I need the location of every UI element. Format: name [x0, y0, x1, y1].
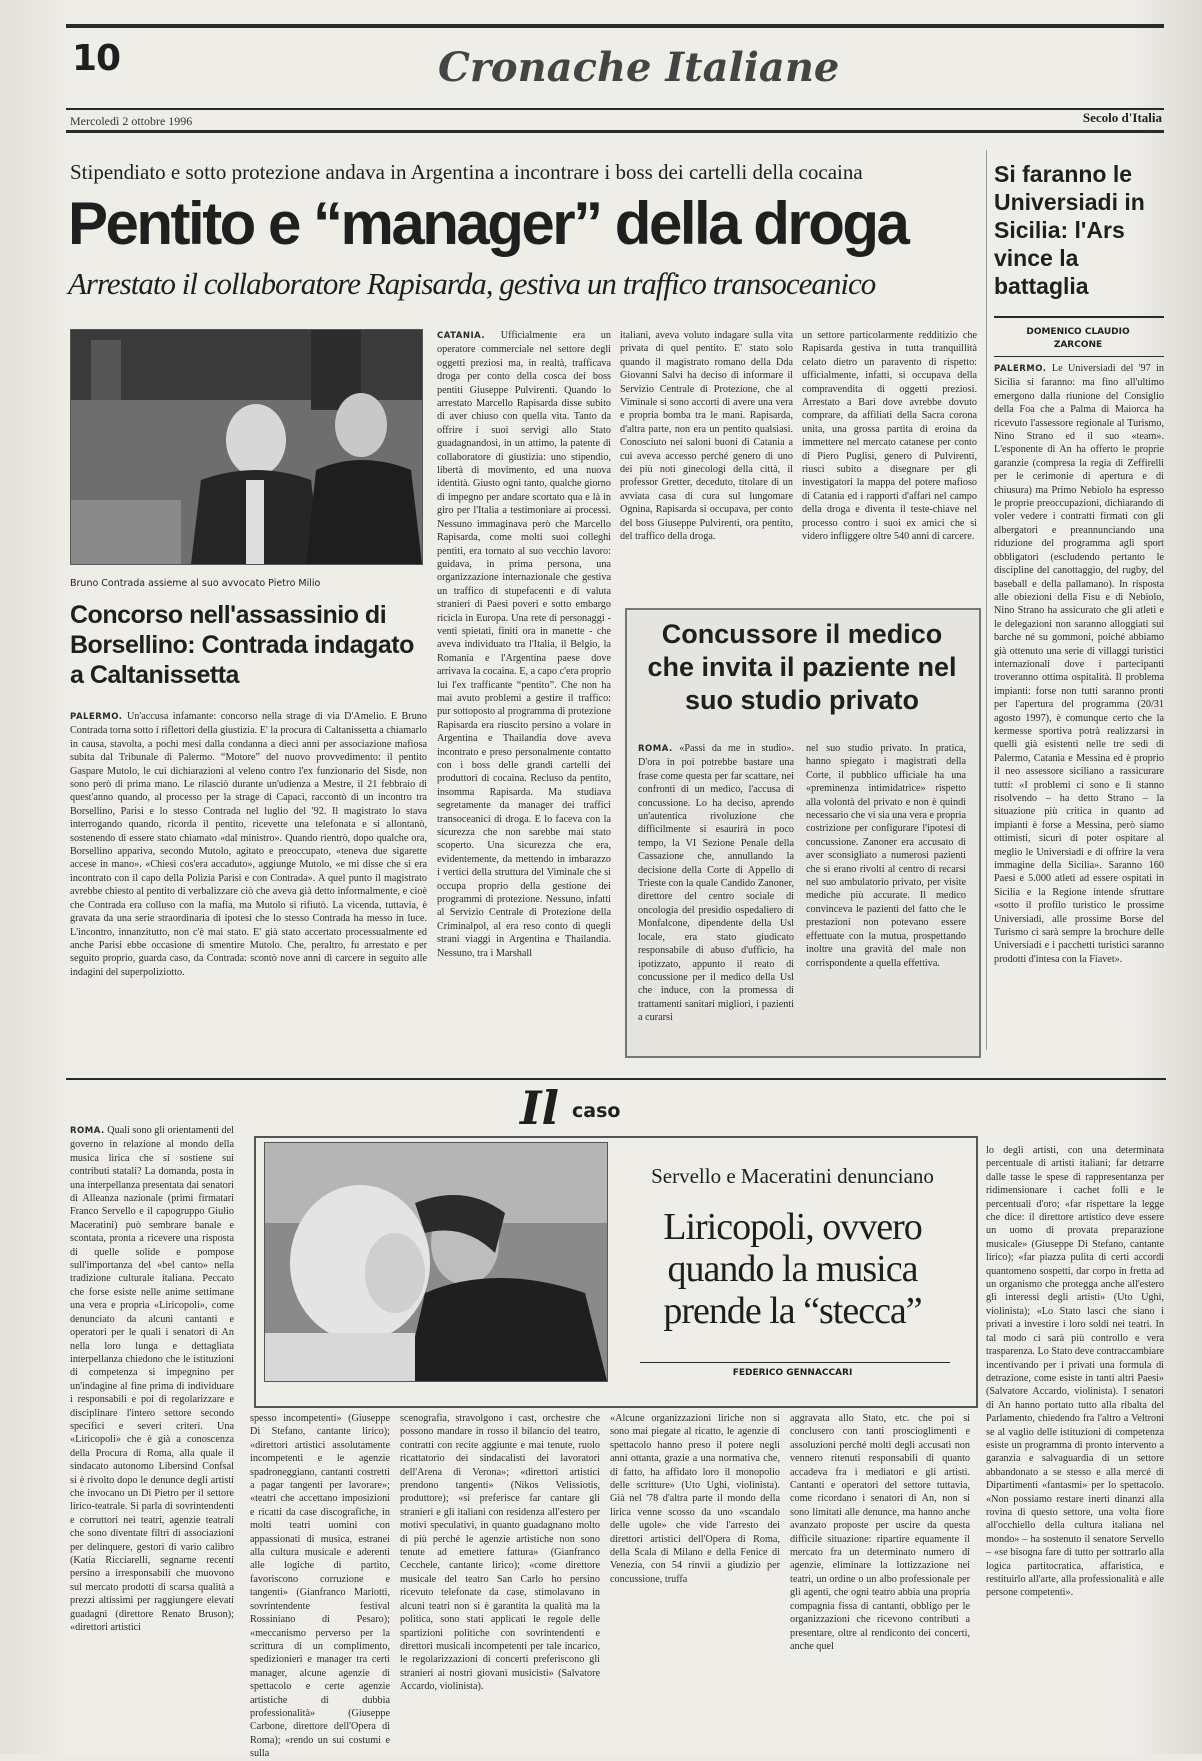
photo-contrada-image — [71, 330, 422, 564]
universiadi-headline: Si faranno le Universiadi in Sicilia: l'Ars vince la battaglia — [994, 161, 1145, 299]
universiadi-dateline: PALERMO. — [994, 364, 1047, 374]
lead-text-1: Ufficialmente era un operatore commerciale nel settore degli oggetti preziosi ma, in realtà, trafficava droga per conto della cosca dei boss pentiti Giuseppe Pulvirenti. Quando lo arrestato Marcello Rapisarda disse subito di aver chiuso con quella vita. Tanto da offrire i suoi servigi allo Stato guadagnandosi, in un attimo, la patente di collaboratore di giustizia: uno stipendio, libertà di movimento, ed una nuova identità. Giusto ogni tanto, qualche giorno di impegno per andare scortato qua e là in giro per l'Italia a testimoniare ai processi. Nessuno immaginava però che Marcello Rapisarda, come molti suoi colleghi pentiti, era tornato al suo vecchio lavoro: guidava, in prima persona, una organizzazione internazionale che gestiva un traffico di stupefacenti e di valuta stranieri di Paesi poveri e sotto embargo ricicla in Europa. Una rete di personaggi - venti spietati, finiti ora in manette - che aveva individuato tra l'Italia, il Belgio, la Romania e l'Argentina paese dove arrivava la cocaina. E, a capo c'era proprio lui l'ex trafficante “pentito”. Che non ha mai avuto problemi a gestire il traffico: pur sottoposto al programma di protezione Rapisarda era riuscito persino a volare in Argentina e Thailandia dove aveva incontrato e preso personalmente contatto con i boss delle grandi cartelli dei produttori di cocaina. Recluso da pentito, insomma Rapisarda. Ma studiava segretamente da manager dei traffici transoceanici di droga. E lo faceva con la sicurezza che non sarebbe mai stato scoperto. Una sicurezza che era, evidentemente, da mettendo in imbarazzo i vertici della struttura del Viminale che si occupa proprio della gestione dei programmi di protezione. Nessuno, infatti al Servizio Centrale di Protezione della Criminalpol, al era reso conto di quegli strani viaggi in Argentina e Thailandia. Nessuno, tra i Marshall — [437, 330, 611, 959]
caso-logo-letter: Il — [520, 1081, 559, 1135]
universiadi-byline-rule — [994, 356, 1164, 357]
concussore-text-2: nel suo studio privato. In pratica, hanno spiegato i magistrati della Corte, il pubblico ufficiale ha una «preminenza intimidatrice» rispetto alla volontà del privato e non è quindi necessario che vi sia una vera e propria costrizione per configurare l'ipotesi di concussione. Zanoner era accusato di aver sconsigliato a numerosi pazienti che si erano rivolti al centro di recarsi nel suo ambulatorio privato, per visite mediche più accurate. Il medico convinceva le pazienti del fatto che le prestazioni non potevano essere effettuate con la mutua, prospettando inoltre una gravità del male non corrispondente a quella effettiva. — [806, 743, 966, 969]
caso-column-1 — [70, 1124, 234, 1724]
photo-contrada-caption: Bruno Contrada assieme al suo avvocato Pietro Milio — [70, 578, 321, 589]
caso-text-2: spesso incompetenti» (Giuseppe Di Stefano, cantante lirico); «direttori artistici assolutamente incompetenti e le agenzie spadroneggiano, cantanti costretti a pagar tangenti per lavorare»; «teatri che accettano imposizioni e ricatti da case discografiche, in molti teatri uomini con appassionati di musica, estranei alla cultura musicale e aderenti alle logiche di partito, favoriscono corruzione e tangenti» (Gianfranco Mariotti, sovrintendente festival Rossiniano di Pesaro); «meccanismo perverso per la scrittura di un complimento, spedizionieri e manager tra certi manager, alcune agenzie di spettacolo e certe agenzie artistiche di dubbia professionalità» (Giuseppe Carbone, direttore dell'Opera di Roma); «rendo un sui costumi e sulla — [250, 1413, 390, 1760]
caso-text-6: lo degli artisti, con una determinata percentuale di artisti italiani; far detrarre dalle tasse le spese di rappresentanza per ridimensionare i cachet folli e le percentuali d'oro; «far rispettare la legge che dice: il direttore artistico deve essere un uomo di provata preparazione musicale» (Giuseppe Di Stefano, cantante lirico); «far piazza pulita di certi accordi quantomeno sospetti, dar corpo in fretta ad un organismo che protegga anche all'estero gli interessi degli artisti» (Uto Ughi, violinista); «Lo Stato lasci che siano i privati a investire i loro soldi nei teatri. In tal modo ci sarà più controllo e vera trasparenza. Lo Stato deve contraccambiare incentivando per i privati una formula di detrazione, come esiste in tanti altri Paesi» (Salvatore Accardo, violinista). I senatori di An hanno portato tutto alla ribalta del Parlamento, chiedendo fra l'altro a Veltroni se al vaglio delle istituzioni di competenza esiste un programma di pronto intervento a garanzia e salvaguardia di un settore abbandonato a se stesso e alla mercé di Dipartimenti «fantasmi» per lo spettacolo. «Non possiamo restare inerti dinanzi alla rovina di questo settore, una volta fiore all'occhiello della cultura italiana nel mondo» – ha sostenuto il senatore Servello – «se bisogna fare di tutto per sottrarlo alla logica partitocratica, affaristica, e restituirlo all'arte, alla professionalità e alle persone competenti». — [986, 1145, 1164, 1599]
issue-date: Mercoledì 2 ottobre 1996 — [70, 114, 193, 128]
lead-text-3: un settore particolarmente redditizio che Rapisarda gestiva in tutta tranquillità celato dietro un paravento di rispetto: ufficialmente, infatti, si occupava della compravendita di oggetti preziosi. Arrestato a Bari dove avrebbe dovuto comprare, da affiliati della Sacra corona unita, una grossa partita di eroina da immettere nel mercato catanese per conto di Piero Puglisi, genero di Pulvirenti, riuscì subito a disegnare per gli investigatori la mappa del potere mafioso di Catania ed i rapporti d'affari nel campo della droga e diventa il teste-chiave nel processo contro i suoi ex amici che si videro infliggere oltre 540 anni di carcere. — [802, 330, 977, 543]
sidebar-divider — [986, 150, 987, 1050]
universiadi-byline: DOMENICO CLAUDIO ZARCONE — [1026, 327, 1130, 350]
contrada-headline: Concorso nell'assassinio di Borsellino: Contrada indagato a Caltanissetta — [70, 601, 414, 689]
caso-column-5 — [790, 1412, 970, 1724]
caso-column-6 — [986, 1144, 1164, 1724]
caso-dateline: ROMA. — [70, 1126, 105, 1136]
masthead-rule-bottom — [66, 130, 1164, 133]
caso-headline: Liricopoli, ovvero quando la musica prende la “stecca” — [663, 1206, 922, 1332]
caso-byline-rule — [640, 1362, 950, 1363]
universiadi-body — [994, 362, 1164, 1054]
contrada-dateline: PALERMO. — [70, 712, 123, 722]
caso-rule — [66, 1078, 1166, 1080]
caso-column-4 — [610, 1412, 780, 1724]
top-rule — [66, 24, 1164, 28]
lead-column-2 — [620, 329, 793, 574]
page-number: 10 — [72, 38, 121, 79]
contrada-body — [70, 710, 427, 1044]
lead-kicker: Stipendiato e sotto protezione andava in Argentina a incontrare i boss dei cartelli della cocaina — [70, 160, 863, 184]
paper-name: Secolo d'Italia — [1082, 110, 1162, 125]
universiadi-text: Le Universiadi del '97 in Sicilia si faranno: ma fino all'ultimo emergono dalla riunione del Consiglio della Foa che a Palma di Maiorca ha ricevuto l'assessore regionale al Turismo, Nino Strano ed il suo «team». L'esponente di An ha offerto le proprie garanzie (compresa la regia di Zeffirelli per le cerimonie di apertura e di chiusura) ma Primo Nebiolo ha espresso le proprie preoccupazioni, dichiarando di voler vedere i contratti firmati con gli albergatori e preannunciando una riduzione del programma agli sport obbligatori (escludendo pertanto le discipline del canottaggio, del rugby, del baseball e della pallamano). In risposta alle obiezioni della Fisu e di Nebiolo, Nino Strano ha assicurato che gli atleti e le delegazioni non saranno alloggiati sui barche né su gommoni, poiché abbiamo già ottenuto una serie di villaggi turistici internazionali dove i partecipanti troveranno ottima ospitalità. Il problema impianti: forse non tutti saranno pronti per l'apertura del programma (20/31 agosto 1997), è comunque certo che la kermesse sportiva potrà realizzarsi in quelli già esistenti nelle tre sedi di Palermo, Catania e Messina ed è proprio il neo assessore siciliano a rassicurare tutti: «I problemi ci sono e li stanno risolvendo – ha detto Strano – la situazione più critica in quanto ad impianti è forse a Messina, però siamo ottimisti, sicuri di poter ospitare al meglio le Universiadi e di offrire la vera immagine della Sicilia». Saranno 160 Paesi e 5.000 atleti ad essere ospitati in Sicilia e la Regione intende sfruttare «sotto il profilo turistico le prossime Universiadi, alle prossime Borse del Turismo ci sarà sempre la brochure delle Universiadi e i pacchetti turistici saranno prodotti d'intesa con la Fiavet». — [994, 363, 1164, 965]
photo-contrada — [70, 329, 423, 565]
masthead-rule — [66, 108, 1164, 110]
caso-text-1: Quali sono gli orientamenti del governo in relazione al mondo della musica lirica che si sostiene sui contributi statali? La domanda, posta in una interpellanza presentata dai senatori di Alleanza nazionale (primi firmatari Franco Servello e il capogruppo Giulio Maceratini) può sembrare banale e scontata, pronta a ricevere una risposta di quelle solide e pompose sull'importanza del «bel canto» nella tradizione culturale italiana. Peccato che forse esiste nelle anime settimane una vera e propria «Liricopoli», come denunciato da alcuni cantanti e operatori per le quali i senatori di An nella loro lunga e dettagliata interpellanza chiedono che le istituzioni di competenza si impegnino per un'indagine al fine prima di individuare i responsabili e poi di regolarizzare e disciplinare l'intero settore secondo specifici e severi criteri. Una «Liricopoli» che è già a conoscenza della Procura di Roma, alla quale il sindacato autonomo Libersind Confsal si è rivolto dopo le denunce degli artisti che invocano un Di Pietro per il settore lirico-teatrale. Si parla di sovrintendenti e corruttori nei teatri, agenzie teatrali che sono diventate filtri di associazioni per delinquere, gestori di vario calibro (Katia Ricciarelli, segnarne recenti persino a irresponsabili che muovono sul mercato prodotti di scarsa qualità a prezzi altissimi per raggiungere elevati guadagni (direttore Renato Bruson); «direttori artistici — [70, 1125, 235, 1634]
concussore-column-2 — [806, 742, 966, 1044]
concussore-column-1 — [638, 742, 794, 1044]
concussore-dateline: ROMA. — [638, 744, 673, 754]
lead-text-2: italiani, aveva voluto indagare sulla vita privata di quel pentito. E' stato solo quando il magistrato romano della Dda Giovanni Salvi ha deciso di informare il Servizio Centrale di Protezione, che al Viminale si sono accorti di avere una vera e propria bomba tra le mani. Rapisarda, d'altra parte, non era un pentito qualsiasi. Conosciuto nei saloni buoni di Catania a cui aveva accesso perché genero di uno dei più noti ginecologi della città, il professor Gretter, deceduto, titolare di un avviata casa di cura sul lungomare Ognina, Rapisarda si occupava, per conto del boss Giuseppe Pulvirenti, ora pentito, del traffico della droga. — [620, 330, 793, 543]
section-logo: Cronache Italiane — [438, 44, 840, 91]
caso-text-3: scenografia, stravolgono i cast, orchestre che possono mandare in rosso il bilancio del teatro, contratti con recite aggiunte e mai tenute, ruolo ricattatorio dei sindacalisti dei lavoratori dell'Arena di Verona»; «direttori artistici prendono tangenti» (Nikos Velissiotis, produttore); «si preferisce far cantare gli stranieri e gli italiani con residenza all'estero per motivi speculativi, in quanto guadagnano molto di più perché le agenzie artistiche non sono tenute ad emettere fattura» (Gianfranco Cecchele, cantante lirico); «come direttore musicale del teatro San Carlo ho persino ricevuto telefonate da case, stimolavano in alcuni teatri non si è garantita la qualità ma la politica, sono stati applicati le regole delle spartizioni politiche con sovrintendenti e direttori musicali incompetenti per tale incarico, le regolarizzazioni di concerti preferiscono gli stranieri ai nostri giovani musicisti» (Salvatore Accardo, violinista). — [400, 1413, 600, 1693]
photo-kiss — [264, 1142, 608, 1382]
lead-subheadline: Arrestato il collaboratore Rapisarda, gestiva un traffico transoceanico — [68, 266, 876, 301]
caso-kicker: Servello e Maceratini denunciano — [651, 1164, 934, 1188]
caso-byline: FEDERICO GENNACCARI — [732, 1368, 853, 1378]
universiadi-rule — [994, 316, 1164, 318]
lead-column-1 — [437, 329, 611, 1043]
contrada-text: Un'accusa infamante: concorso nella strage di via D'Amelio. E Bruno Contrada torna sotto i riflettori della giustizia. E' la procura di Caltanissetta a chiamarlo in causa, stavolta, a pochi mesi dalla condanna a dieci anni per associazione mafiosa subita dal Tribunale di Palermo. “Motore” del nuovo provvedimento: il pentito Gaspare Mutolo, le cui dichiarazioni al veleno contro l'ex funzionario del Sisde, non sono però di prima mano. Le rilasciò durante un'udienza a Mestre, il 21 febbraio di quest'anno quando, al processo per la strage di Capaci, raccontò di un incontro tra Borsellino, Parisi e lo stesso Contrada nel luglio del '92. Il magistrato lo stava interrogando quando, ricorda il pentito, ricevette una telefonata e si allontanò, sostenendo di essere stato chiamato «dal ministro». Quando rientrò, dopo qualche ora, Borsellino appariva, secondo Mutolo, agitato e preoccupato, «teneva due sigarette accese in mano». «Chiesi cos'era accaduto», aggiunge Mutolo, «e mi disse che si era incontrato con il capo della Polizia Parisi e con Contrada». A quel punto il magistrato avrebbe chiesto al pentito di verbalizzare ciò che aveva già detto informalmente, e cioè che Contrada era colluso con la mafia, ma Mutolo si rifiutò. La vicenda, tuttavia, è gravata da una serie straordinaria di ipotesi che lo stesso Contrada ha messo in luce. L'incontro, innanzitutto, non c'è mai stato. E' già stato accertato processualmente ed anche Parisi ebbe occasione di smentire Mutolo. Che, peraltro, fu arrestato e per seguito proprio, guarda caso, da Contrada: scontò nove anni di carcere in seguito alle indagini del superpoliziotto. — [70, 711, 427, 978]
lead-headline: Pentito e “manager” della droga — [68, 190, 908, 257]
caso-column-3 — [400, 1412, 600, 1724]
caso-text-4: «Alcune organizzazioni liriche non si sono mai piegate al ricatto, le agenzie di spettacolo hanno preso il potere negli anni ottanta, grazie a una normativa che, di fatto, ha affidato loro il monopolio delle scritture» (Uto Ughi, violinista). Già nel '78 d'altra parte il mondo della lirica venne scosso da uno «scandalo delle ugole» che vide l'arresto dei direttori artistici dell'Opera di Roma, della Scala di Milano e della Fenice di Venezia, con 54 rinvii a giudizio per concussione, truffa — [610, 1413, 780, 1585]
lead-column-3 — [802, 329, 977, 574]
photo-kiss-image — [265, 1143, 607, 1381]
caso-column-2 — [250, 1412, 390, 1760]
concussore-headline: Concussore il medico che invita il paziente nel suo studio privato — [647, 619, 957, 715]
lead-dateline: CATANIA. — [437, 331, 486, 341]
caso-logo-word: caso — [572, 1100, 621, 1122]
caso-text-5: aggravata allo Stato, etc. che poi si conclusero con tanti proscioglimenti e assoluzioni perché molti degli accusati non vennero ritenuti responsabili di quanto accadeva fra i mediatori e gli artisti. Cantanti e operatori del settore tuttavia, come ricordano i senatori di An, non si sono limitati alle denunce, ma hanno anche avanzato proposte per uscire da questa difficile situazione: ripartire equamente il mercato fra un determinato numero di agenzie, eliminare la lottizzazione nei teatri, un ordine o un albo professionale per gli agenti, che ogni teatro abbia una propria compagnia fissa di cantanti, obbligo per le organizzazioni che ricevono contributi a presentare, oltre al rendiconto dei concerti, anche quel — [790, 1413, 970, 1652]
concussore-text-1: «Passi da me in studio». D'ora in poi potrebbe bastare una frase come questa per far scattare, nei confronti di un medico, l'accusa di concussione. Lo ha deciso, aprendo un'autentica rivoluzione che difficilmente si esaurirà in poco tempo, la VI Sezione Penale della Cassazione che, annullando la decisione della Corte di Appello di Trieste con la quale Candido Zanoner, direttore del centro sociale di oncologia del presidio ospedaliero di Monfalcone, dipendente della Usl locale, era stato giudicato responsabile di abuso d'ufficio, ha ipotizzato, appunto il reato di concussione per il medico della Usl che induce, con la promessa di trattamenti sanitari migliori, i pazienti a curarsi — [638, 743, 794, 1024]
